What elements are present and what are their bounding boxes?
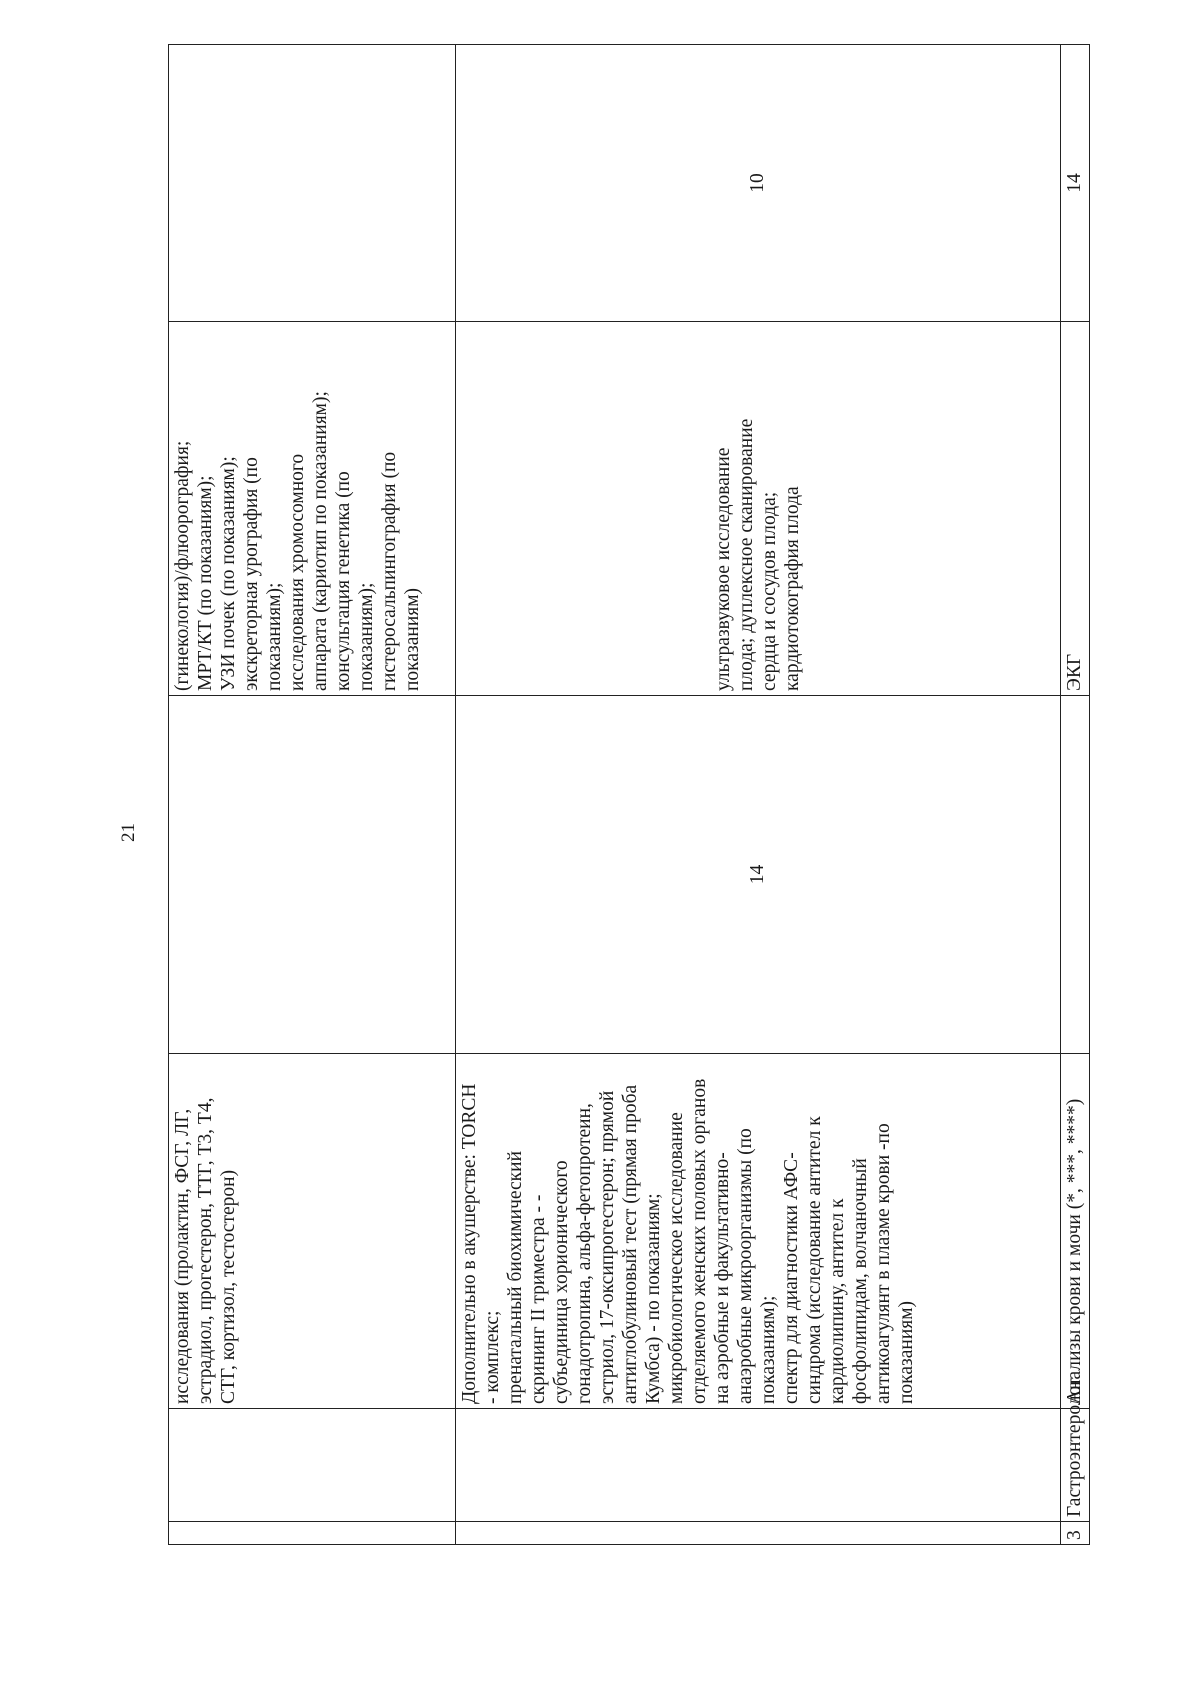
lab-line: эстрадиол, прогестерон, ТТГ, Т3, Т4, [195,1097,216,1404]
instrumental-line: ЭКГ [1063,653,1085,691]
instrumental-cell [455,322,1060,696]
lab-tests-cell [455,1054,1060,1409]
lab-line: скрининг II триместра - - [527,1194,549,1404]
instrumental-line: кардиотокография плода [781,486,803,691]
lab-line: анаэробные микроорганизмы (по [734,1128,756,1404]
lab-line: исследования (пролактин, ФСГ, ЛГ, [172,1108,193,1404]
instrumental-line: гистеросальпингография (по [379,451,400,691]
lab-validity-cell: 14 [455,696,1060,1054]
lab-line: фосфолипидам, волчаночный [849,1158,871,1404]
rotated-page-content [168,45,1090,1545]
lab-line: микробиологическое исследование [665,1112,687,1404]
lab-line: СТГ, кортизол, тестостерон) [218,1169,239,1404]
lab-line: отделяемого женских половых органов [688,1078,710,1404]
instrumental-line: аппарата (кариотип по показаниям); [310,391,331,691]
instrumental-line: УЗИ почек (по показаниям); [218,456,239,691]
instrumental-validity-cell: 10 [455,45,1060,322]
lab-line: показаниям) [895,1300,917,1404]
lab-line: антиглобулиновый тест (прямая проба [619,1084,641,1404]
lab-line: - комплекс; [481,1310,503,1404]
lab-line: гонадотропина, альфа-фетопротеин, [573,1103,595,1404]
lab-line: субъединица хорионического [550,1160,572,1404]
instrumental-line: консультация генетика (по [333,471,354,691]
table-row [169,45,456,1545]
lab-line: показаниям); [757,1295,779,1404]
lab-line: антикоагулянт в плазме крови -по [872,1123,894,1404]
instrumental-line: показаниям) [402,587,423,691]
lab-line: Кумбса) - по показаниям; [642,1193,664,1404]
lab-line: пренатальный биохимический [504,1150,526,1404]
table-row [455,45,1060,1545]
instrumental-line: показаниям); [356,582,377,691]
instrumental-line: сердца и сосудов плода; [758,491,780,691]
specialist-cell [455,1409,1060,1522]
row-number-cell [455,1522,1060,1545]
medical-exam-table [168,44,1090,1545]
instrumental-line: исследования хромосомного [287,453,308,691]
lab-line: кардиолипину, антител к [826,1198,848,1404]
lab-line: Дополнительно в акушерстве: TORCH [458,1083,480,1404]
lab-line: Анализы крови и мочи (*, ***, ****) [1063,1098,1085,1404]
lab-line: спектр для диагностики АФС- [780,1152,802,1404]
row-number-cell [169,1522,456,1545]
instrumental-line: ультразвуковое исследование [712,447,734,691]
table-row [1060,45,1089,1545]
instrumental-validity-cell [169,45,456,322]
instrumental-line: (гинекология)/флюорография; [172,440,193,691]
instrumental-line: плода; дуплексное сканирование [735,418,757,691]
lab-tests-cell [169,1054,456,1409]
lab-validity-cell [169,696,456,1054]
lab-tests-cell [1060,1054,1089,1409]
specialist-cell [169,1409,456,1522]
instrumental-line: экскреторная урография (по [241,457,262,691]
lab-line: эстриол, 17-оксипрогестерон; прямой [596,1090,618,1404]
instrumental-cell [169,322,456,696]
instrumental-validity-cell: 14 [1060,45,1089,322]
lab-line: на аэробные и факультативно- [711,1152,733,1404]
page-number: 21 [118,823,139,842]
instrumental-line: показаниям); [264,582,285,691]
lab-line: синдрома (исследование антител к [803,1116,825,1404]
specialist-cell: Гастроэнтеролог [1060,1409,1089,1522]
instrumental-line: МРТ/КТ (по показаниям); [195,475,216,691]
lab-validity-cell [1060,696,1089,1054]
instrumental-cell [1060,322,1089,696]
row-number-cell: 3 [1060,1522,1089,1545]
